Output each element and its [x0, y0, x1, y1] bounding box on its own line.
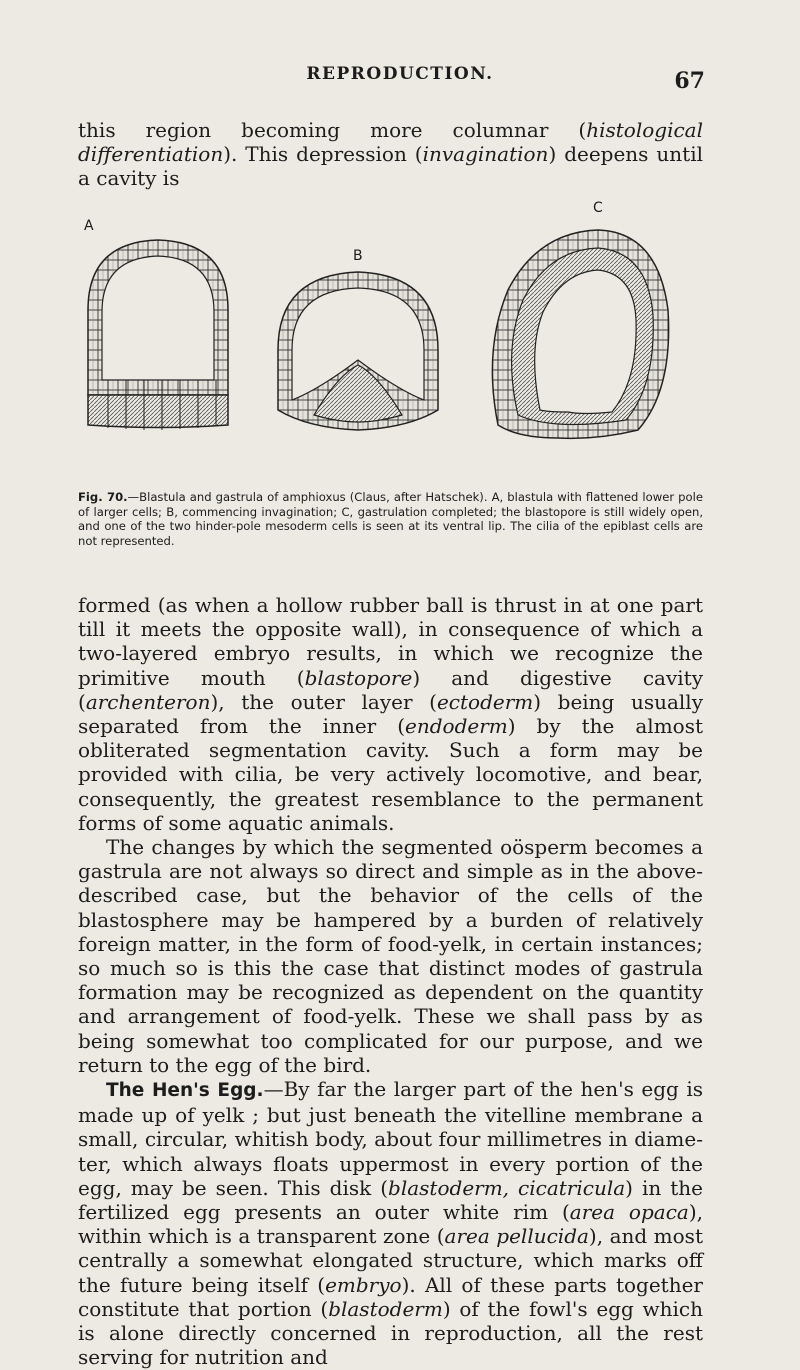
- italic-term: blastoderm, cicatricula: [388, 1175, 626, 1200]
- text-run: formed (as when a hollow rubber ball is thrust in at one part till it meets the opposite wall), in consequence of which a two-layered embryo results, in which we recognize the primitive mouth (: [78, 593, 703, 690]
- page-header: [0, 60, 800, 100]
- italic-term: blastoderm: [328, 1296, 443, 1321]
- paragraph: [78, 1077, 703, 1369]
- text-run: The changes by which the segmented oösperm becomes a gastrula are not always so direct and simple as in the above-described case, but the behavior of the cells of the blastosphere may be hampered by a burden of relatively foreign matter, in the form of food-yelk, in certain instances; so much so is this the case that distinct modes of gastrula formation may be recognized as dependent on the quantity and arrangement of food-yelk. These we shall pass by as being somewhat too complicated for our purpose, and we return to the egg of the bird.: [78, 835, 703, 1077]
- text-run: ), within which is a transparent zone (: [78, 1200, 703, 1249]
- figure-number: Fig. 70.: [78, 490, 128, 504]
- page-number: 67: [674, 68, 705, 94]
- text-run: ) being usually separated from the inner (: [78, 689, 703, 739]
- figure-70: [78, 200, 703, 490]
- italic-term: area pellucida: [444, 1224, 589, 1249]
- text-run: ) and digestive cavity (: [78, 665, 703, 714]
- figure-illustration: [78, 200, 703, 490]
- blastula-a-drawing: [88, 240, 228, 430]
- figure-caption: [78, 490, 703, 548]
- text-run: —By far the larger part of the hen's egg is made up of yelk ; but just beneath the vitelline membrane a small, circular, whitish body, about four millimetres in diameter, which always floats uppermost in every portion of the egg, may be seen. This disk (: [78, 1077, 703, 1200]
- text-run: ) by the almost obliterated segmentation cavity. Such a form may be provided with cilia, be very actively locomotive, and bear, consequently, the greatest resemblance to the permanent forms of some aquatic animals.: [78, 714, 703, 835]
- paragraph: [78, 835, 703, 1077]
- italic-term: invagination: [422, 142, 549, 167]
- text-run: ) deepens until a cavity is: [78, 142, 703, 191]
- text-run: ). All of these parts together constitute that portion (: [78, 1272, 703, 1321]
- section-run-head: The Hen's Egg.: [106, 1080, 264, 1102]
- italic-term: blastopore: [304, 665, 413, 690]
- italic-term: histological differentiation: [78, 118, 703, 167]
- italic-term: embryo: [325, 1272, 402, 1297]
- figure-label-a: A: [84, 218, 94, 234]
- gastrula-b-drawing: [278, 272, 438, 430]
- italic-term: area opaca: [569, 1200, 689, 1225]
- top-paragraph: [78, 118, 703, 191]
- text-run: ), and most centrally a somewhat elongated structure, which marks off the future being itself (: [78, 1224, 703, 1297]
- italic-term: endoderm: [405, 714, 508, 739]
- figure-label-c: C: [593, 200, 603, 216]
- text-run: ). This depression (: [223, 142, 423, 167]
- paragraph: [78, 593, 703, 835]
- figure-label-b: B: [353, 248, 363, 264]
- gastrula-c-drawing: [492, 230, 668, 438]
- main-text: [78, 593, 703, 1370]
- text-run: ) in the fertilized egg presents an outer white rim (: [78, 1175, 703, 1225]
- italic-term: ectoderm: [436, 689, 534, 714]
- text-run: this region becoming more columnar (: [78, 118, 587, 142]
- text-run: ) of the fowl's egg which is alone directly concerned in reproduction, all the rest serving for nutrition and: [78, 1296, 704, 1370]
- caption-text: —Blastula and gastrula of amphioxus (Claus, after Hatschek). A, blastula with flattened lower pole of larger cells; B, commencing invagination; C, gastrulation completed; the blastopore is still widely open, and one of the two hinder-pole mesoderm cells is seen at its ventral lip. The cilia of the epiblast cells are not represented.: [78, 490, 703, 548]
- italic-term: archenteron: [85, 689, 211, 714]
- text-run: ), the outer layer (: [210, 689, 437, 714]
- running-title: REPRODUCTION.: [306, 64, 494, 84]
